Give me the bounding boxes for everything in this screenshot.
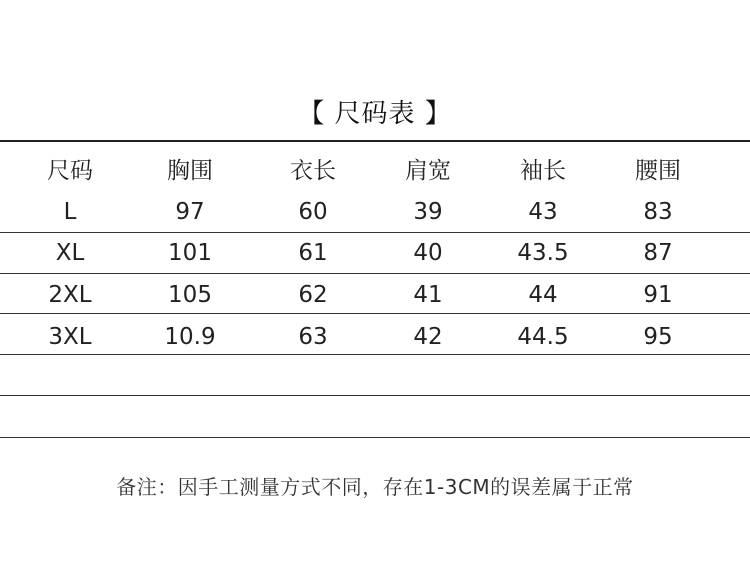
cell-shoulder: 39 (413, 199, 443, 225)
cell-chest: 10.9 (164, 324, 216, 350)
cell-chest: 101 (168, 240, 212, 266)
header-shoulder: 肩宽 (405, 158, 451, 184)
cell-chest: 105 (168, 282, 212, 308)
header-size: 尺码 (47, 158, 93, 184)
cell-size: 2XL (48, 282, 92, 308)
cell-length: 60 (298, 199, 328, 225)
cell-waist: 87 (643, 240, 673, 266)
header-chest: 胸围 (167, 158, 213, 184)
size-chart-title: 【 尺码表 】 (298, 99, 452, 129)
cell-sleeve: 43 (528, 199, 558, 225)
measurement-note: 备注：因手工测量方式不同，存在1-3CM的误差属于正常 (116, 475, 634, 499)
cell-sleeve: 44 (528, 282, 558, 308)
cell-shoulder: 41 (413, 282, 443, 308)
table-row (0, 274, 750, 316)
table-top-rule (0, 140, 750, 142)
cell-length: 62 (298, 282, 328, 308)
cell-waist: 95 (643, 324, 673, 350)
row-divider (0, 395, 750, 396)
cell-waist: 83 (643, 199, 673, 225)
row-divider (0, 354, 750, 355)
table-row (0, 316, 750, 358)
header-waist: 腰围 (635, 158, 681, 184)
cell-size: 3XL (48, 324, 92, 350)
cell-length: 63 (298, 324, 328, 350)
cell-chest: 97 (175, 199, 205, 225)
cell-shoulder: 42 (413, 324, 443, 350)
header-length: 衣长 (290, 158, 336, 184)
table-row (0, 191, 750, 233)
cell-sleeve: 44.5 (517, 324, 569, 350)
row-divider (0, 437, 750, 438)
cell-waist: 91 (643, 282, 673, 308)
cell-sleeve: 43.5 (517, 240, 569, 266)
header-sleeve: 袖长 (520, 158, 566, 184)
cell-size: L (63, 199, 77, 225)
cell-length: 61 (298, 240, 328, 266)
row-divider (0, 313, 750, 314)
table-header-row (0, 150, 750, 192)
cell-shoulder: 40 (413, 240, 443, 266)
table-row (0, 232, 750, 274)
cell-size: XL (55, 240, 85, 266)
